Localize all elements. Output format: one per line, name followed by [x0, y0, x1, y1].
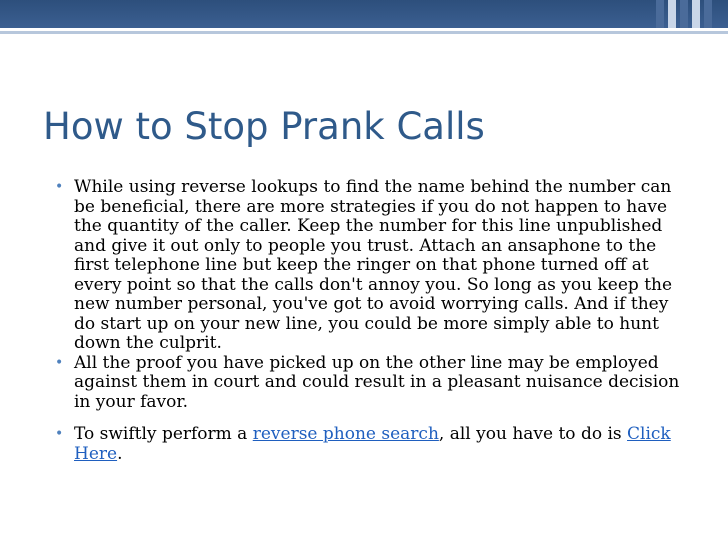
- bullet-icon: •: [55, 179, 64, 195]
- reverse-phone-search-link[interactable]: reverse phone search: [252, 424, 439, 444]
- header-accent-line: [0, 31, 728, 34]
- bullet-text-middle: , all you have to do is: [438, 424, 628, 444]
- bullet-icon: •: [55, 426, 64, 442]
- bullet-text-suffix: .: [117, 443, 123, 464]
- bullet-item: [54, 178, 688, 354]
- bullet-text: All the proof you have picked up on the other line may be employed against them in court and could result in a pleasant nuisance decision in your favor.: [74, 352, 680, 412]
- slide-title: How to Stop Prank Calls: [43, 105, 485, 148]
- bullet-text: While using reverse lookups to find the name behind the number can be beneficial, there are more strategies if you do not happen to have the quantity of the caller. Keep the number for this line unpublished and give it out only to people you trust. Attach an ansaphone to the first telephone line but keep the ringer on that phone turned off at every point so that the calls don't annoy you. So long as you keep the new number personal, you've got to avoid worrying calls. And if they do start up on your new line, you could be more simply able to hunt down the culprit.: [74, 177, 673, 353]
- header-bar: [0, 0, 728, 28]
- bullet-list: [54, 178, 688, 464]
- bullet-text-prefix: To swiftly perform a: [74, 424, 253, 444]
- bullet-item: [54, 354, 688, 413]
- click-here-link[interactable]: Click Here: [74, 424, 671, 464]
- bullet-icon: •: [55, 354, 64, 371]
- header-stripes: [652, 0, 728, 28]
- bullet-item: [54, 425, 688, 464]
